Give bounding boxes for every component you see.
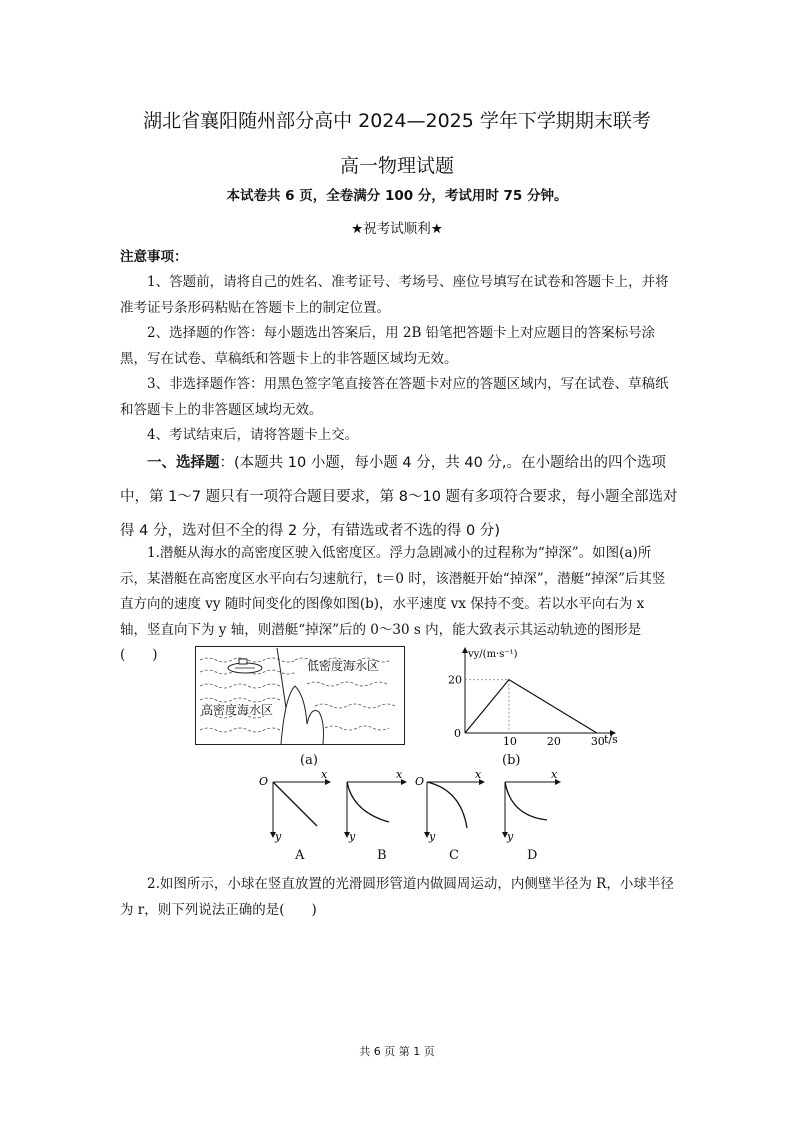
option-d-curve xyxy=(505,782,547,820)
submarine-icon xyxy=(228,659,262,673)
x-axis-label: t/s xyxy=(604,733,618,746)
x-tick-30: 30 xyxy=(590,735,605,748)
x-tick-20: 20 xyxy=(546,735,561,748)
option-b-curve xyxy=(347,782,389,822)
figure-b-caption: (b) xyxy=(502,753,521,768)
option-a-graph xyxy=(259,772,331,843)
exam-info: 本试卷共 6 页，全卷满分 100 分，考试用时 75 分钟。 xyxy=(226,188,568,204)
option-a-curve xyxy=(273,782,317,826)
notice-heading: 注意事项： xyxy=(120,249,188,265)
option-c-graph xyxy=(415,772,485,843)
option-a-y: y xyxy=(275,830,282,843)
blessing: ★祝考试顺利★ xyxy=(351,221,443,237)
section-1-desc: ：(本题共 10 小题，每小题 4 分，共 40 分,。在小题给出的四个选项中，第 1～7 题只有一项符合题目要求，第 8～10 题有多项符合要求，每小题全部选对得 4 分，选对但不全的得 2 分，有错选或者不选的得 0 分) xyxy=(120,455,678,539)
vy-series-line xyxy=(465,680,597,733)
high-density-label: 高密度海水区 xyxy=(201,703,274,717)
option-c-curve xyxy=(427,782,467,828)
low-density-label: 低密度海水区 xyxy=(307,659,380,673)
notice-item-4: 4、考试结束后，请将答题卡上交。 xyxy=(147,427,359,443)
option-b-y: y xyxy=(349,830,356,843)
option-a-origin: O xyxy=(259,775,269,788)
question-2-text: 2.如图所示，小球在竖直放置的光滑圆形管道内做圆周运动，内侧壁半径为 R，小球半径为 r，则下列说法正确的是( ) xyxy=(120,876,674,918)
notice-item-1: 1、答题前，请将自己的姓名、准考证号、考场号、座位号填写在试卷和答题卡上，并将准考证号条形码粘贴在答题卡上的制定位置。 xyxy=(120,274,669,316)
option-c-origin: O xyxy=(415,775,425,788)
y-axis-label: vy/(m·s⁻¹) xyxy=(468,649,518,660)
option-b-x: x xyxy=(396,772,403,781)
title-line-1: 湖北省襄阳随州部分高中 2024—2025 学年下学期期末联考 xyxy=(143,110,651,132)
x-tick-10: 10 xyxy=(502,735,517,748)
figure-a-submarine xyxy=(195,646,405,746)
option-b-graph xyxy=(344,772,407,843)
option-c-y: y xyxy=(429,830,436,843)
page-footer: 共 6 页 第 1 页 xyxy=(359,1045,435,1058)
title-line-2: 高一物理试题 xyxy=(339,155,454,177)
option-c-label: C xyxy=(449,848,459,863)
notice-item-3: 3、非选择题作答：用黑色签字笔直接答在答题卡对应的答题区域内，写在试卷、草稿纸和答题卡上的非答题区域均无效。 xyxy=(120,376,669,418)
section-1-header xyxy=(120,446,680,548)
notice-item-2: 2、选择题的作答：每小题选出答案后，用 2B 铅笔把答题卡上对应题目的答案标号涂黑，写在试卷、草稿纸和答题卡上的非答题区域均无效。 xyxy=(120,325,656,367)
origin-label: 0 xyxy=(454,727,461,740)
option-b-label: B xyxy=(377,848,387,863)
option-d-y: y xyxy=(507,830,514,843)
option-d-label: D xyxy=(527,848,538,863)
figure-b-chart xyxy=(440,645,620,750)
option-a-x: x xyxy=(321,772,328,781)
figure-a-caption: (a) xyxy=(300,753,318,768)
option-a-label: A xyxy=(295,848,305,863)
option-d-x: x xyxy=(551,772,558,781)
option-d-graph xyxy=(502,772,561,843)
option-c-x: x xyxy=(475,772,482,781)
y-tick-20: 20 xyxy=(448,673,462,687)
section-1-label: 一、选择题 xyxy=(147,455,220,471)
options-figures xyxy=(255,772,565,844)
figure-a-terrain xyxy=(281,686,324,744)
question-1-text: 1.潜艇从海水的高密度区驶入低密度区。浮力急剧减小的过程称为“掉深”。如图(a)所示，某潜艇在高密度区水平向右匀速航行，t＝0 时，该潜艇开始“掉深”，潜艇“掉深”后其竖直方向的速度 vy 随时间变化的图像如图(b)，水平速度 vx 保持不变。若以水平向右为 x 轴，竖直向下为 y 轴，则潜艇“掉深”后的 0～30 s 内，能大致表示其运动轨迹的图形是( ) xyxy=(120,545,666,663)
